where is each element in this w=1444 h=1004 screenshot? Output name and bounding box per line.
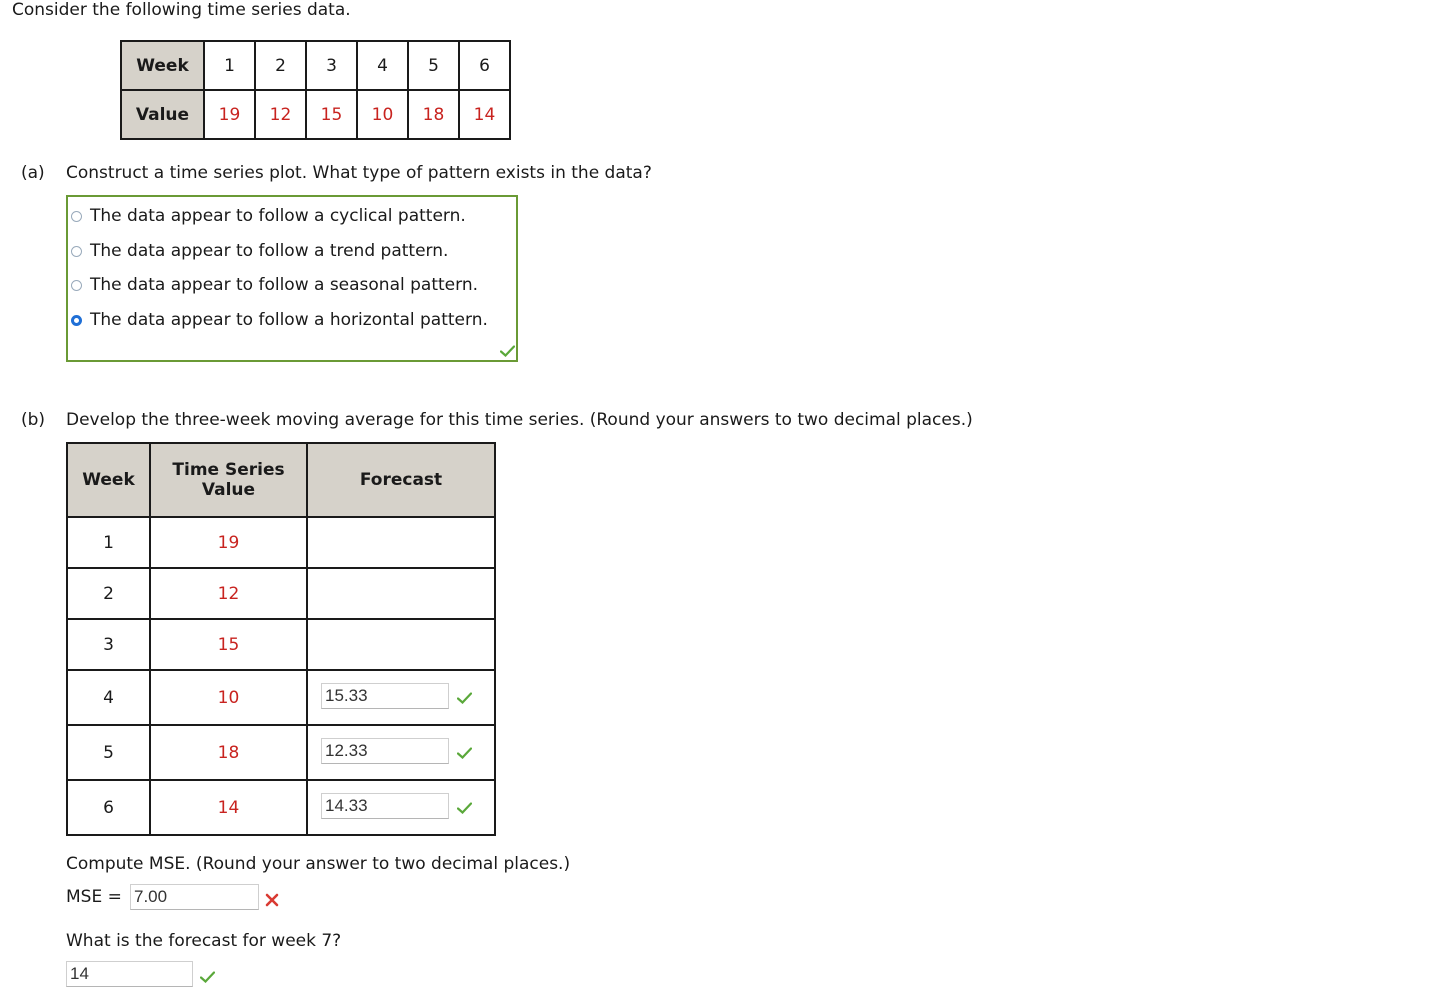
moving-average-table xyxy=(66,442,496,836)
radio-button[interactable] xyxy=(71,211,82,222)
value-cell: 12 xyxy=(150,568,307,619)
part-a-question: Construct a time series plot. What type of pattern exists in the data? xyxy=(66,163,652,183)
choice-horizontal[interactable] xyxy=(68,306,488,334)
week-cell: 3 xyxy=(67,619,150,670)
choice-seasonal[interactable] xyxy=(68,271,478,299)
correct-check-icon xyxy=(457,692,472,704)
forecast-input-week-5[interactable]: 12.33 xyxy=(321,738,449,764)
week7-forecast-input[interactable]: 14 xyxy=(66,961,193,987)
choice-label: The data appear to follow a seasonal pattern. xyxy=(90,275,478,295)
forecast-cell xyxy=(307,568,495,619)
header-week: Week xyxy=(67,443,150,517)
week-cell: 1 xyxy=(204,41,255,90)
value-cell: 18 xyxy=(408,90,459,139)
table-row xyxy=(67,780,495,835)
choice-trend[interactable] xyxy=(68,237,448,265)
value-cell: 12 xyxy=(255,90,306,139)
part-b-label: (b) xyxy=(21,410,46,430)
correct-check-icon xyxy=(200,971,215,983)
choice-label: The data appear to follow a cyclical pattern. xyxy=(90,206,466,226)
value-header: Value xyxy=(121,90,204,139)
week-cell: 5 xyxy=(67,725,150,780)
forecast-cell xyxy=(307,619,495,670)
intro-text: Consider the following time series data. xyxy=(12,0,351,20)
forecast-cell xyxy=(307,780,495,835)
value-cell: 19 xyxy=(150,517,307,568)
mse-label: MSE = xyxy=(66,887,122,907)
part-b-question: Develop the three-week moving average for this time series. (Round your answers to two decimal places.) xyxy=(66,410,973,430)
table-row xyxy=(67,619,495,670)
value-cell: 10 xyxy=(357,90,408,139)
week-cell: 4 xyxy=(357,41,408,90)
table-row xyxy=(67,725,495,780)
value-cell: 14 xyxy=(459,90,510,139)
value-cell: 14 xyxy=(150,780,307,835)
week7-prompt: What is the forecast for week 7? xyxy=(66,931,342,951)
radio-button[interactable] xyxy=(71,246,82,257)
table-row xyxy=(67,568,495,619)
radio-button[interactable] xyxy=(71,280,82,291)
header-time-series-value: Time Series Value xyxy=(150,443,307,517)
value-cell: 15 xyxy=(306,90,357,139)
value-cell: 18 xyxy=(150,725,307,780)
forecast-cell xyxy=(307,725,495,780)
mse-input[interactable]: 7.00 xyxy=(130,884,259,910)
table-row xyxy=(67,670,495,725)
part-a-choices xyxy=(66,195,518,362)
forecast-input-week-4[interactable]: 15.33 xyxy=(321,683,449,709)
value-cell: 19 xyxy=(204,90,255,139)
correct-check-icon xyxy=(457,802,472,814)
correct-check-icon xyxy=(457,747,472,759)
week-cell: 2 xyxy=(67,568,150,619)
week-cell: 6 xyxy=(67,780,150,835)
radio-button-selected[interactable] xyxy=(71,315,82,326)
header-forecast: Forecast xyxy=(307,443,495,517)
week-header: Week xyxy=(121,41,204,90)
week-cell: 3 xyxy=(306,41,357,90)
table-row xyxy=(67,517,495,568)
forecast-cell xyxy=(307,517,495,568)
forecast-input-week-6[interactable]: 14.33 xyxy=(321,793,449,819)
incorrect-x-icon xyxy=(265,893,279,907)
value-cell: 15 xyxy=(150,619,307,670)
mse-prompt: Compute MSE. (Round your answer to two decimal places.) xyxy=(66,854,571,874)
value-cell: 10 xyxy=(150,670,307,725)
correct-check-icon xyxy=(500,345,515,357)
week-cell: 1 xyxy=(67,517,150,568)
week-cell: 4 xyxy=(67,670,150,725)
week-cell: 6 xyxy=(459,41,510,90)
week-cell: 5 xyxy=(408,41,459,90)
week-cell: 2 xyxy=(255,41,306,90)
choice-label: The data appear to follow a trend pattern. xyxy=(90,241,449,261)
choice-label: The data appear to follow a horizontal pattern. xyxy=(90,310,488,330)
time-series-table xyxy=(120,40,511,140)
part-a-label: (a) xyxy=(21,163,45,183)
forecast-cell xyxy=(307,670,495,725)
choice-cyclical[interactable] xyxy=(68,202,466,230)
